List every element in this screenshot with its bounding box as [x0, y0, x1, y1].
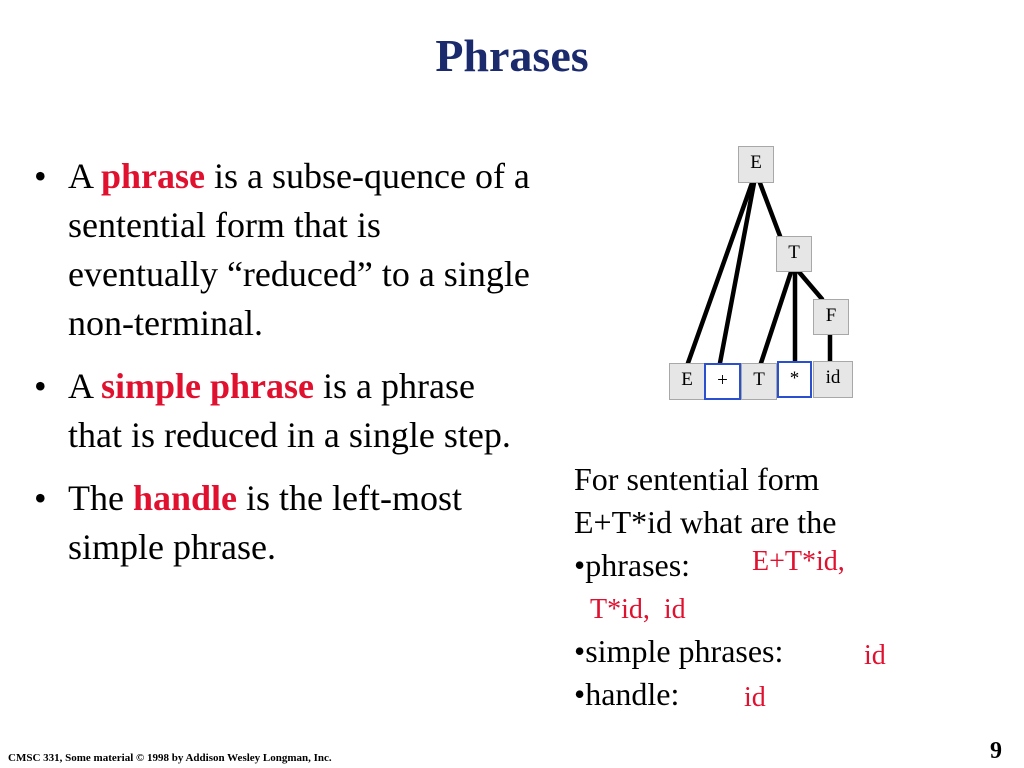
keyword-simple-phrase: simple phrase [101, 366, 315, 406]
question-block [574, 458, 1014, 716]
page-number: 9 [990, 738, 1002, 764]
question-line-1: For sentential form [574, 461, 820, 497]
simple-phrases-label: •simple phrases: [574, 633, 784, 669]
handle-answer: id [744, 682, 766, 713]
bullet-text: is a subse-quence of a sentential form that is eventually “reduced” to a single non-terminal. [68, 156, 530, 343]
tree-leaf-e: E [669, 363, 705, 400]
edge-t-to-f [799, 272, 822, 299]
bullet-pre: A [68, 156, 102, 196]
phrases-answer-2: T*id, id [590, 594, 686, 625]
edge-root-to-e [688, 183, 752, 363]
footer-copyright: CMSC 331, Some material © 1998 by Addison Wesley Longman, Inc. [8, 752, 332, 764]
bullet-pre: The [68, 478, 133, 518]
keyword-phrase: phrase [101, 156, 206, 196]
tree-leaf-t: T [741, 363, 777, 400]
phrases-answer-1: E+T*id, [752, 546, 845, 577]
tree-node-f: F [813, 299, 849, 335]
tree-node-t: T [776, 236, 812, 272]
edge-root-to-plus [720, 183, 754, 363]
tree-leaf-id: id [813, 361, 853, 398]
edge-t-to-t [761, 272, 791, 363]
handle-label: •handle: [574, 676, 680, 712]
question-line-2: E+T*id what are the [574, 504, 837, 540]
slide-title: Phrases [435, 30, 589, 81]
bullet-pre: A [68, 366, 102, 406]
tree-node-root: E [738, 146, 774, 183]
keyword-handle: handle [132, 478, 238, 518]
bullet-text: is a phrase that is reduced in a single step. [68, 366, 511, 455]
tree-leaf-plus: + [704, 363, 741, 400]
phrases-label: •phrases: [574, 547, 691, 583]
bullet-text: is the left-most simple phrase. [68, 478, 462, 567]
simple-phrases-answer: id [864, 640, 886, 671]
edge-root-to-t [760, 183, 780, 236]
tree-leaf-star: * [777, 361, 812, 398]
